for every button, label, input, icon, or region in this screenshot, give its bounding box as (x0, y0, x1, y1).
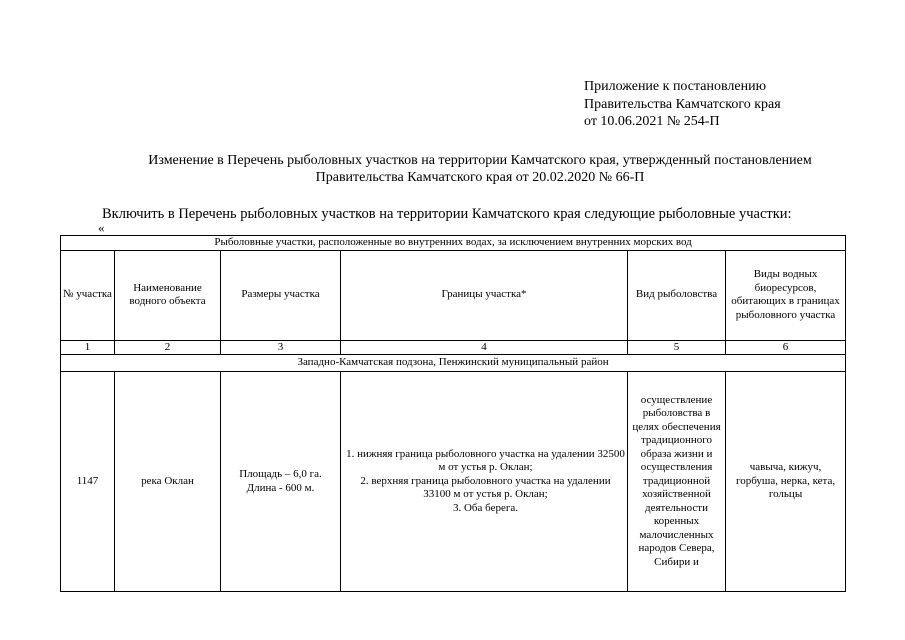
header-species: Виды водных биоресурсов, обитающих в границах рыболовного участка (726, 250, 846, 340)
intro-text: Включить в Перечень рыболовных участков на территории Камчатского края следующие рыболовные участки: (102, 206, 792, 222)
cell-number: 1147 (61, 372, 115, 592)
cell-species: чавыча, кижуч, горбуша, нерка, кета, гольцы (726, 372, 846, 592)
appendix-header (584, 78, 781, 131)
header-bounds: Границы участка* (341, 250, 628, 340)
cell-size (221, 372, 341, 592)
column-number-3: 3 (221, 340, 341, 355)
section-heading: Западно-Камчатская подзона, Пенжинский муниципальный район (61, 355, 846, 372)
column-number-2: 2 (115, 340, 221, 355)
title-line-1: Изменение в Перечень рыболовных участков на территории Камчатского края, утвержденный постановлением (148, 153, 812, 168)
bounds-item-2: 2. верхняя граница рыболовного участка на удалении 33100 м от устья р. Оклан; (360, 474, 611, 501)
column-number-1: 1 (61, 340, 115, 355)
header-size: Размеры участка (221, 250, 341, 340)
size-area: Площадь – 6,0 га. (239, 468, 322, 480)
opening-quote: « (98, 220, 105, 235)
header-number: № участка (61, 250, 115, 340)
header-water-body: Наименование водного объекта (115, 250, 221, 340)
cell-bounds (341, 372, 628, 592)
bounds-item-1: 1. нижняя граница рыболовного участка на удалении 32500 м от устья р. Оклан; (346, 447, 625, 474)
size-length: Длина - 600 м. (246, 481, 315, 494)
table-row (61, 372, 846, 592)
column-number-5: 5 (628, 340, 726, 355)
appendix-line-1: Приложение к постановлению (584, 79, 767, 94)
cell-water-body: река Оклан (115, 372, 221, 592)
cell-fishing-type: осуществление рыболовства в целях обеспечения традиционного образа жизни и осуществления традиционной хозяйственной деятельности коренных малочисленных народов Севера, Сибири и (628, 372, 726, 592)
title-line-2: Правительства Камчатского края от 20.02.2020 № 66-П (315, 170, 645, 185)
document-title (60, 152, 900, 186)
appendix-line-2: Правительства Камчатского края (584, 96, 781, 112)
appendix-line-3: от 10.06.2021 № 254-П (584, 114, 720, 129)
fishing-areas-table (60, 235, 846, 592)
bounds-item-3: 3. Оба берега. (452, 501, 519, 514)
header-fishing-type: Вид рыболовства (628, 250, 726, 340)
table-caption: Рыболовные участки, расположенные во внутренних водах, за исключением внутренних морских вод (61, 236, 846, 251)
column-number-4: 4 (341, 340, 628, 355)
column-number-6: 6 (726, 340, 846, 355)
